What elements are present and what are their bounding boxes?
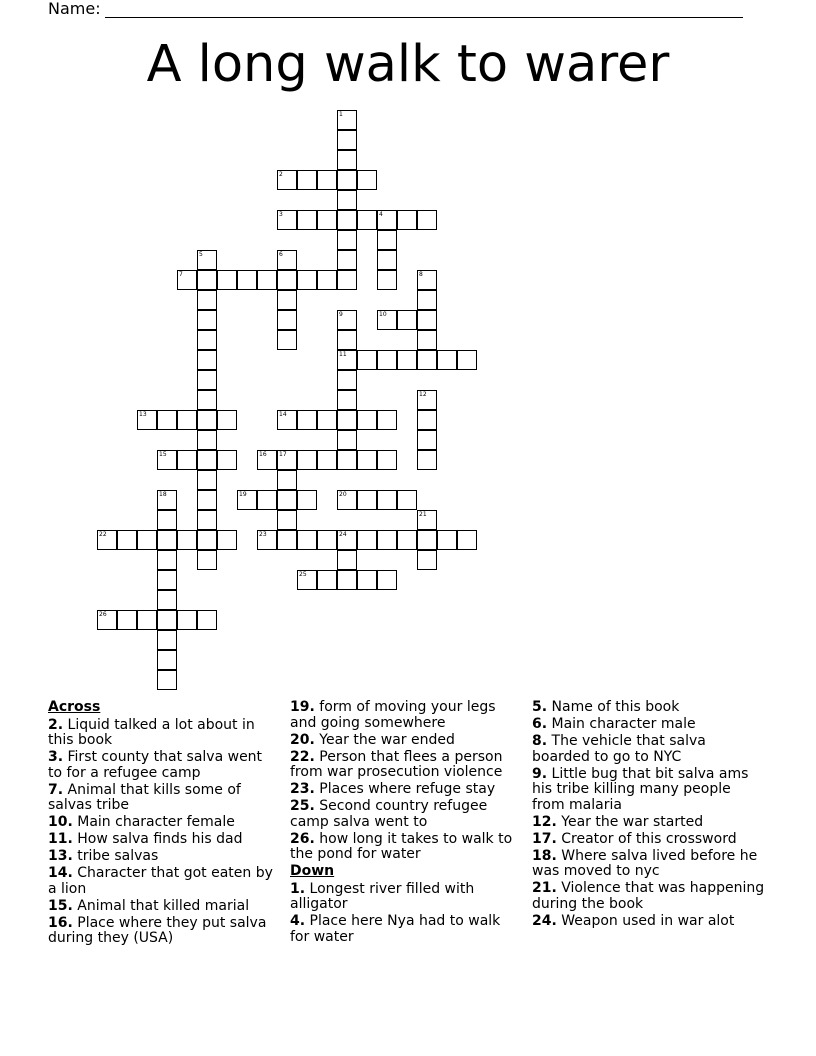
cell-number: 2 xyxy=(279,171,283,178)
clue-number: 19. xyxy=(290,699,315,715)
crossword-cell[interactable] xyxy=(177,610,197,630)
crossword-cell[interactable] xyxy=(317,270,337,290)
crossword-cell[interactable] xyxy=(197,370,217,390)
crossword-cell[interactable] xyxy=(257,490,277,510)
crossword-cell[interactable] xyxy=(357,410,377,430)
crossword-cell[interactable] xyxy=(277,170,297,190)
crossword-cell[interactable] xyxy=(337,490,357,510)
crossword-cell[interactable] xyxy=(297,450,317,470)
crossword-cell[interactable] xyxy=(117,610,137,630)
crossword-cell[interactable] xyxy=(177,270,197,290)
clue-column-2 xyxy=(290,700,520,947)
clue-number: 8. xyxy=(532,733,548,749)
clue-text: Main character male xyxy=(547,716,696,732)
cell-number: 14 xyxy=(279,411,287,418)
crossword-cell[interactable] xyxy=(277,210,297,230)
crossword-cell[interactable] xyxy=(337,430,357,450)
clue-number: 13. xyxy=(48,848,73,864)
crossword-cell[interactable] xyxy=(197,270,217,290)
clue-number: 1. xyxy=(290,880,306,897)
crossword-cell[interactable] xyxy=(417,410,437,430)
crossword-cell[interactable] xyxy=(337,410,357,430)
crossword-cell[interactable] xyxy=(337,150,357,170)
crossword-cell[interactable] xyxy=(397,210,417,230)
cell-number: 5 xyxy=(199,251,203,258)
crossword-cell[interactable] xyxy=(157,490,177,510)
crossword-cell[interactable] xyxy=(337,530,357,550)
crossword-cell[interactable] xyxy=(417,450,437,470)
clue-number: 9. xyxy=(532,765,548,782)
clue-number: 24. xyxy=(532,912,557,929)
clue-text: Little bug that bit salva ams his tribe killing many people from malaria xyxy=(532,765,749,813)
crossword-cell[interactable] xyxy=(417,350,437,370)
clue-item xyxy=(48,718,273,749)
crossword-cell[interactable] xyxy=(337,450,357,470)
crossword-cell[interactable] xyxy=(217,410,237,430)
clue-text: Longest river filled with alligator xyxy=(290,880,475,912)
crossword-cell[interactable] xyxy=(157,450,177,470)
crossword-cell[interactable] xyxy=(157,610,177,630)
crossword-cell[interactable] xyxy=(337,550,357,570)
cell-number: 3 xyxy=(279,211,283,218)
crossword-cell[interactable] xyxy=(437,530,457,550)
crossword-cell[interactable] xyxy=(417,510,437,530)
clue-number: 20. xyxy=(290,731,315,748)
crossword-cell[interactable] xyxy=(197,450,217,470)
crossword-cell[interactable] xyxy=(177,530,197,550)
crossword-cell[interactable] xyxy=(297,270,317,290)
crossword-cell[interactable] xyxy=(357,450,377,470)
clue-item xyxy=(532,700,767,716)
crossword-cell[interactable] xyxy=(337,250,357,270)
crossword-cell[interactable] xyxy=(357,570,377,590)
crossword-cell[interactable] xyxy=(357,350,377,370)
crossword-cell[interactable] xyxy=(417,530,437,550)
crossword-cell[interactable] xyxy=(357,490,377,510)
crossword-cell[interactable] xyxy=(197,430,217,450)
cell-number: 13 xyxy=(139,411,147,418)
cell-number: 1 xyxy=(339,111,343,118)
crossword-cell[interactable] xyxy=(337,270,357,290)
down-heading: Down xyxy=(290,863,335,879)
crossword-cell[interactable] xyxy=(197,610,217,630)
cell-number: 12 xyxy=(419,391,427,398)
crossword-cell[interactable] xyxy=(197,330,217,350)
clue-item xyxy=(48,849,273,865)
crossword-cell[interactable] xyxy=(317,410,337,430)
clue-item xyxy=(290,750,520,781)
crossword-cell[interactable] xyxy=(157,530,177,550)
crossword-cell[interactable] xyxy=(377,570,397,590)
clue-item xyxy=(532,767,767,814)
cell-number: 7 xyxy=(179,271,183,278)
cell-number: 26 xyxy=(99,611,107,618)
clue-number: 21. xyxy=(532,880,557,896)
crossword-cell[interactable] xyxy=(197,410,217,430)
clue-number: 10. xyxy=(48,814,73,830)
crossword-cell[interactable] xyxy=(277,250,297,270)
crossword-cell[interactable] xyxy=(377,310,397,330)
cell-number: 18 xyxy=(159,491,167,498)
cell-number: 25 xyxy=(299,571,307,578)
crossword-cell[interactable] xyxy=(377,250,397,270)
clue-item xyxy=(532,849,767,880)
crossword-cell[interactable] xyxy=(377,350,397,370)
clue-item xyxy=(532,881,767,912)
clue-number: 18. xyxy=(532,847,557,864)
crossword-cell[interactable] xyxy=(317,170,337,190)
crossword-cell[interactable] xyxy=(357,530,377,550)
clue-text: Place where they put salva during they (USA) xyxy=(48,914,267,946)
crossword-cell[interactable] xyxy=(377,210,397,230)
clue-item xyxy=(48,815,273,831)
cell-number: 20 xyxy=(339,491,347,498)
clue-text: Year the war started xyxy=(556,813,704,830)
crossword-cell[interactable] xyxy=(197,350,217,370)
clue-number: 4. xyxy=(290,913,306,929)
crossword-cell[interactable] xyxy=(137,530,157,550)
crossword-cell[interactable] xyxy=(97,530,117,550)
clue-number: 16. xyxy=(48,914,73,931)
crossword-cell[interactable] xyxy=(237,270,257,290)
crossword-cell[interactable] xyxy=(257,270,277,290)
crossword-cell[interactable] xyxy=(417,390,437,410)
crossword-cell[interactable] xyxy=(377,270,397,290)
crossword-cell[interactable] xyxy=(237,490,257,510)
crossword-cell[interactable] xyxy=(137,610,157,630)
clue-item xyxy=(290,799,520,830)
crossword-cell[interactable] xyxy=(157,570,177,590)
cell-number: 9 xyxy=(339,311,343,318)
crossword-cell[interactable] xyxy=(417,270,437,290)
clue-text: Animal that kills some of salvas tribe xyxy=(48,781,241,813)
crossword-cell[interactable] xyxy=(177,450,197,470)
crossword-cell[interactable] xyxy=(177,410,197,430)
clue-item xyxy=(290,882,520,913)
clue-text: Weapon used in war alot xyxy=(556,912,735,929)
crossword-cell[interactable] xyxy=(377,490,397,510)
crossword-cell[interactable] xyxy=(337,190,357,210)
crossword-cell[interactable] xyxy=(377,450,397,470)
crossword-cell[interactable] xyxy=(297,490,317,510)
crossword-cell[interactable] xyxy=(197,310,217,330)
clue-item xyxy=(290,733,520,749)
crossword-cell[interactable] xyxy=(417,290,437,310)
crossword-cell[interactable] xyxy=(197,510,217,530)
clue-text: Creator of this crossword xyxy=(556,830,737,847)
crossword-cell[interactable] xyxy=(317,570,337,590)
crossword-cell[interactable] xyxy=(417,550,437,570)
crossword-cell[interactable] xyxy=(117,530,137,550)
crossword-cell[interactable] xyxy=(397,350,417,370)
cell-number: 6 xyxy=(279,251,283,258)
clue-item xyxy=(532,717,767,733)
crossword-cell[interactable] xyxy=(397,490,417,510)
crossword-cell[interactable] xyxy=(297,170,317,190)
name-underline[interactable] xyxy=(105,3,743,18)
clue-number: 7. xyxy=(48,781,64,798)
clue-text: Name of this book xyxy=(547,699,680,715)
crossword-cell[interactable] xyxy=(417,210,437,230)
clue-item xyxy=(48,916,273,947)
clue-number: 2. xyxy=(48,716,64,733)
clue-item xyxy=(532,832,767,848)
crossword-cell[interactable] xyxy=(197,290,217,310)
crossword-cell[interactable] xyxy=(257,530,277,550)
cell-number: 16 xyxy=(259,451,267,458)
crossword-cell[interactable] xyxy=(277,270,297,290)
crossword-cell[interactable] xyxy=(297,410,317,430)
crossword-cell[interactable] xyxy=(337,330,357,350)
crossword-cell[interactable] xyxy=(197,250,217,270)
crossword-cell[interactable] xyxy=(417,330,437,350)
clue-text: Second country refugee camp salva went to xyxy=(290,798,488,830)
crossword-cell[interactable] xyxy=(97,610,117,630)
crossword-cell[interactable] xyxy=(297,530,317,550)
clue-number: 23. xyxy=(290,781,315,797)
name-label: Name: xyxy=(48,0,101,18)
cell-number: 17 xyxy=(279,451,287,458)
crossword-cell[interactable] xyxy=(197,470,217,490)
name-field[interactable] xyxy=(48,0,743,18)
clue-text: Animal that killed marial xyxy=(72,897,250,914)
cell-number: 10 xyxy=(379,311,387,318)
clue-number: 11. xyxy=(48,831,73,847)
clue-number: 3. xyxy=(48,749,64,765)
crossword-cell[interactable] xyxy=(157,550,177,570)
clue-number: 17. xyxy=(532,830,557,847)
crossword-cell[interactable] xyxy=(217,450,237,470)
clue-text: Place here Nya had to walk for water xyxy=(290,913,501,945)
crossword-cell[interactable] xyxy=(337,230,357,250)
clue-text: Where salva lived before he was moved to nyc xyxy=(532,847,758,879)
crossword-cell[interactable] xyxy=(277,290,297,310)
cell-number: 24 xyxy=(339,531,347,538)
crossword-cell[interactable] xyxy=(277,310,297,330)
crossword-cell[interactable] xyxy=(157,510,177,530)
crossword-cell[interactable] xyxy=(337,370,357,390)
crossword-cell[interactable] xyxy=(277,330,297,350)
crossword-cell[interactable] xyxy=(317,210,337,230)
clue-text: How salva finds his dad xyxy=(72,831,243,847)
clue-item xyxy=(48,750,273,781)
crossword-cell[interactable] xyxy=(157,630,177,650)
crossword-cell[interactable] xyxy=(317,450,337,470)
crossword-cell[interactable] xyxy=(277,450,297,470)
clue-number: 26. xyxy=(290,830,315,847)
clue-item xyxy=(290,832,520,863)
clue-text: Main character female xyxy=(72,814,235,830)
crossword-cell[interactable] xyxy=(377,530,397,550)
clue-column-1 xyxy=(48,700,273,948)
crossword-cell[interactable] xyxy=(157,410,177,430)
crossword-cell[interactable] xyxy=(397,530,417,550)
clue-text: The vehicle that salva boarded to go to NYC xyxy=(532,733,706,765)
crossword-cell[interactable] xyxy=(337,570,357,590)
crossword-cell[interactable] xyxy=(217,270,237,290)
crossword-cell[interactable] xyxy=(137,410,157,430)
clue-item xyxy=(48,783,273,814)
cell-number: 22 xyxy=(99,531,107,538)
clue-text: Character that got eaten by a lion xyxy=(48,865,273,897)
crossword-cell[interactable] xyxy=(277,510,297,530)
page-title: A long walk to warer xyxy=(146,35,670,94)
crossword-cell[interactable] xyxy=(457,530,477,550)
clue-number: 6. xyxy=(532,716,548,732)
crossword-cell[interactable] xyxy=(337,390,357,410)
clue-text: tribe salvas xyxy=(72,848,159,864)
clue-number: 5. xyxy=(532,699,548,715)
clue-text: how long it takes to walk to the pond for water xyxy=(290,830,513,862)
crossword-cell[interactable] xyxy=(317,530,337,550)
crossword-cell[interactable] xyxy=(377,410,397,430)
crossword-cell[interactable] xyxy=(397,310,417,330)
crossword-cell[interactable] xyxy=(197,390,217,410)
clue-item xyxy=(48,866,273,897)
cell-number: 19 xyxy=(239,491,247,498)
crossword-cell[interactable] xyxy=(357,170,377,190)
crossword-cell[interactable] xyxy=(297,570,317,590)
crossword-cell[interactable] xyxy=(157,590,177,610)
clue-number: 25. xyxy=(290,798,315,814)
cell-number: 11 xyxy=(339,351,347,358)
clue-text: Year the war ended xyxy=(314,731,455,748)
clue-item xyxy=(48,832,273,848)
crossword-cell[interactable] xyxy=(337,110,357,130)
clue-text: First county that salva went to for a refugee camp xyxy=(48,749,263,781)
clue-item xyxy=(290,782,520,798)
clue-text: Places where refuge stay xyxy=(314,781,496,797)
clue-text: Violence that was happening during the book xyxy=(532,880,765,912)
crossword-cell[interactable] xyxy=(297,210,317,230)
crossword-cell[interactable] xyxy=(277,530,297,550)
cell-number: 21 xyxy=(419,511,427,518)
crossword-cell[interactable] xyxy=(197,550,217,570)
crossword-cell[interactable] xyxy=(437,350,457,370)
cell-number: 15 xyxy=(159,451,167,458)
crossword-cell[interactable] xyxy=(197,490,217,510)
crossword-cell[interactable] xyxy=(457,350,477,370)
cell-number: 23 xyxy=(259,531,267,538)
crossword-cell[interactable] xyxy=(417,430,437,450)
clue-text: form of moving your legs and going somewhere xyxy=(290,699,496,731)
cell-number: 8 xyxy=(419,271,423,278)
crossword-cell[interactable] xyxy=(277,410,297,430)
clue-item xyxy=(532,734,767,765)
clue-item xyxy=(532,815,767,831)
crossword-cell[interactable] xyxy=(277,470,297,490)
clue-number: 22. xyxy=(290,748,315,765)
crossword-cell[interactable] xyxy=(337,350,357,370)
clue-number: 15. xyxy=(48,897,73,914)
crossword-cell[interactable] xyxy=(157,670,177,690)
crossword-cell[interactable] xyxy=(417,310,437,330)
crossword-cell[interactable] xyxy=(257,450,277,470)
crossword-cell[interactable] xyxy=(337,130,357,150)
crossword-cell[interactable] xyxy=(277,490,297,510)
crossword-cell[interactable] xyxy=(197,530,217,550)
crossword-cell[interactable] xyxy=(157,650,177,670)
cell-number: 4 xyxy=(379,211,383,218)
clue-item xyxy=(290,700,520,731)
clue-text: Liquid talked a lot about in this book xyxy=(48,716,255,748)
crossword-cell[interactable] xyxy=(377,230,397,250)
clue-item xyxy=(290,914,520,945)
crossword-cell[interactable] xyxy=(357,210,377,230)
across-heading: Across xyxy=(48,699,101,715)
clue-item xyxy=(532,914,767,930)
crossword-cell[interactable] xyxy=(337,170,357,190)
crossword-cell[interactable] xyxy=(337,310,357,330)
clue-number: 12. xyxy=(532,813,557,830)
clue-column-3 xyxy=(532,700,767,931)
crossword-cell[interactable] xyxy=(337,210,357,230)
clue-text: Person that flees a person from war prosecution violence xyxy=(290,748,503,780)
crossword-cell[interactable] xyxy=(217,530,237,550)
clue-number: 14. xyxy=(48,865,73,881)
clue-item xyxy=(48,899,273,915)
